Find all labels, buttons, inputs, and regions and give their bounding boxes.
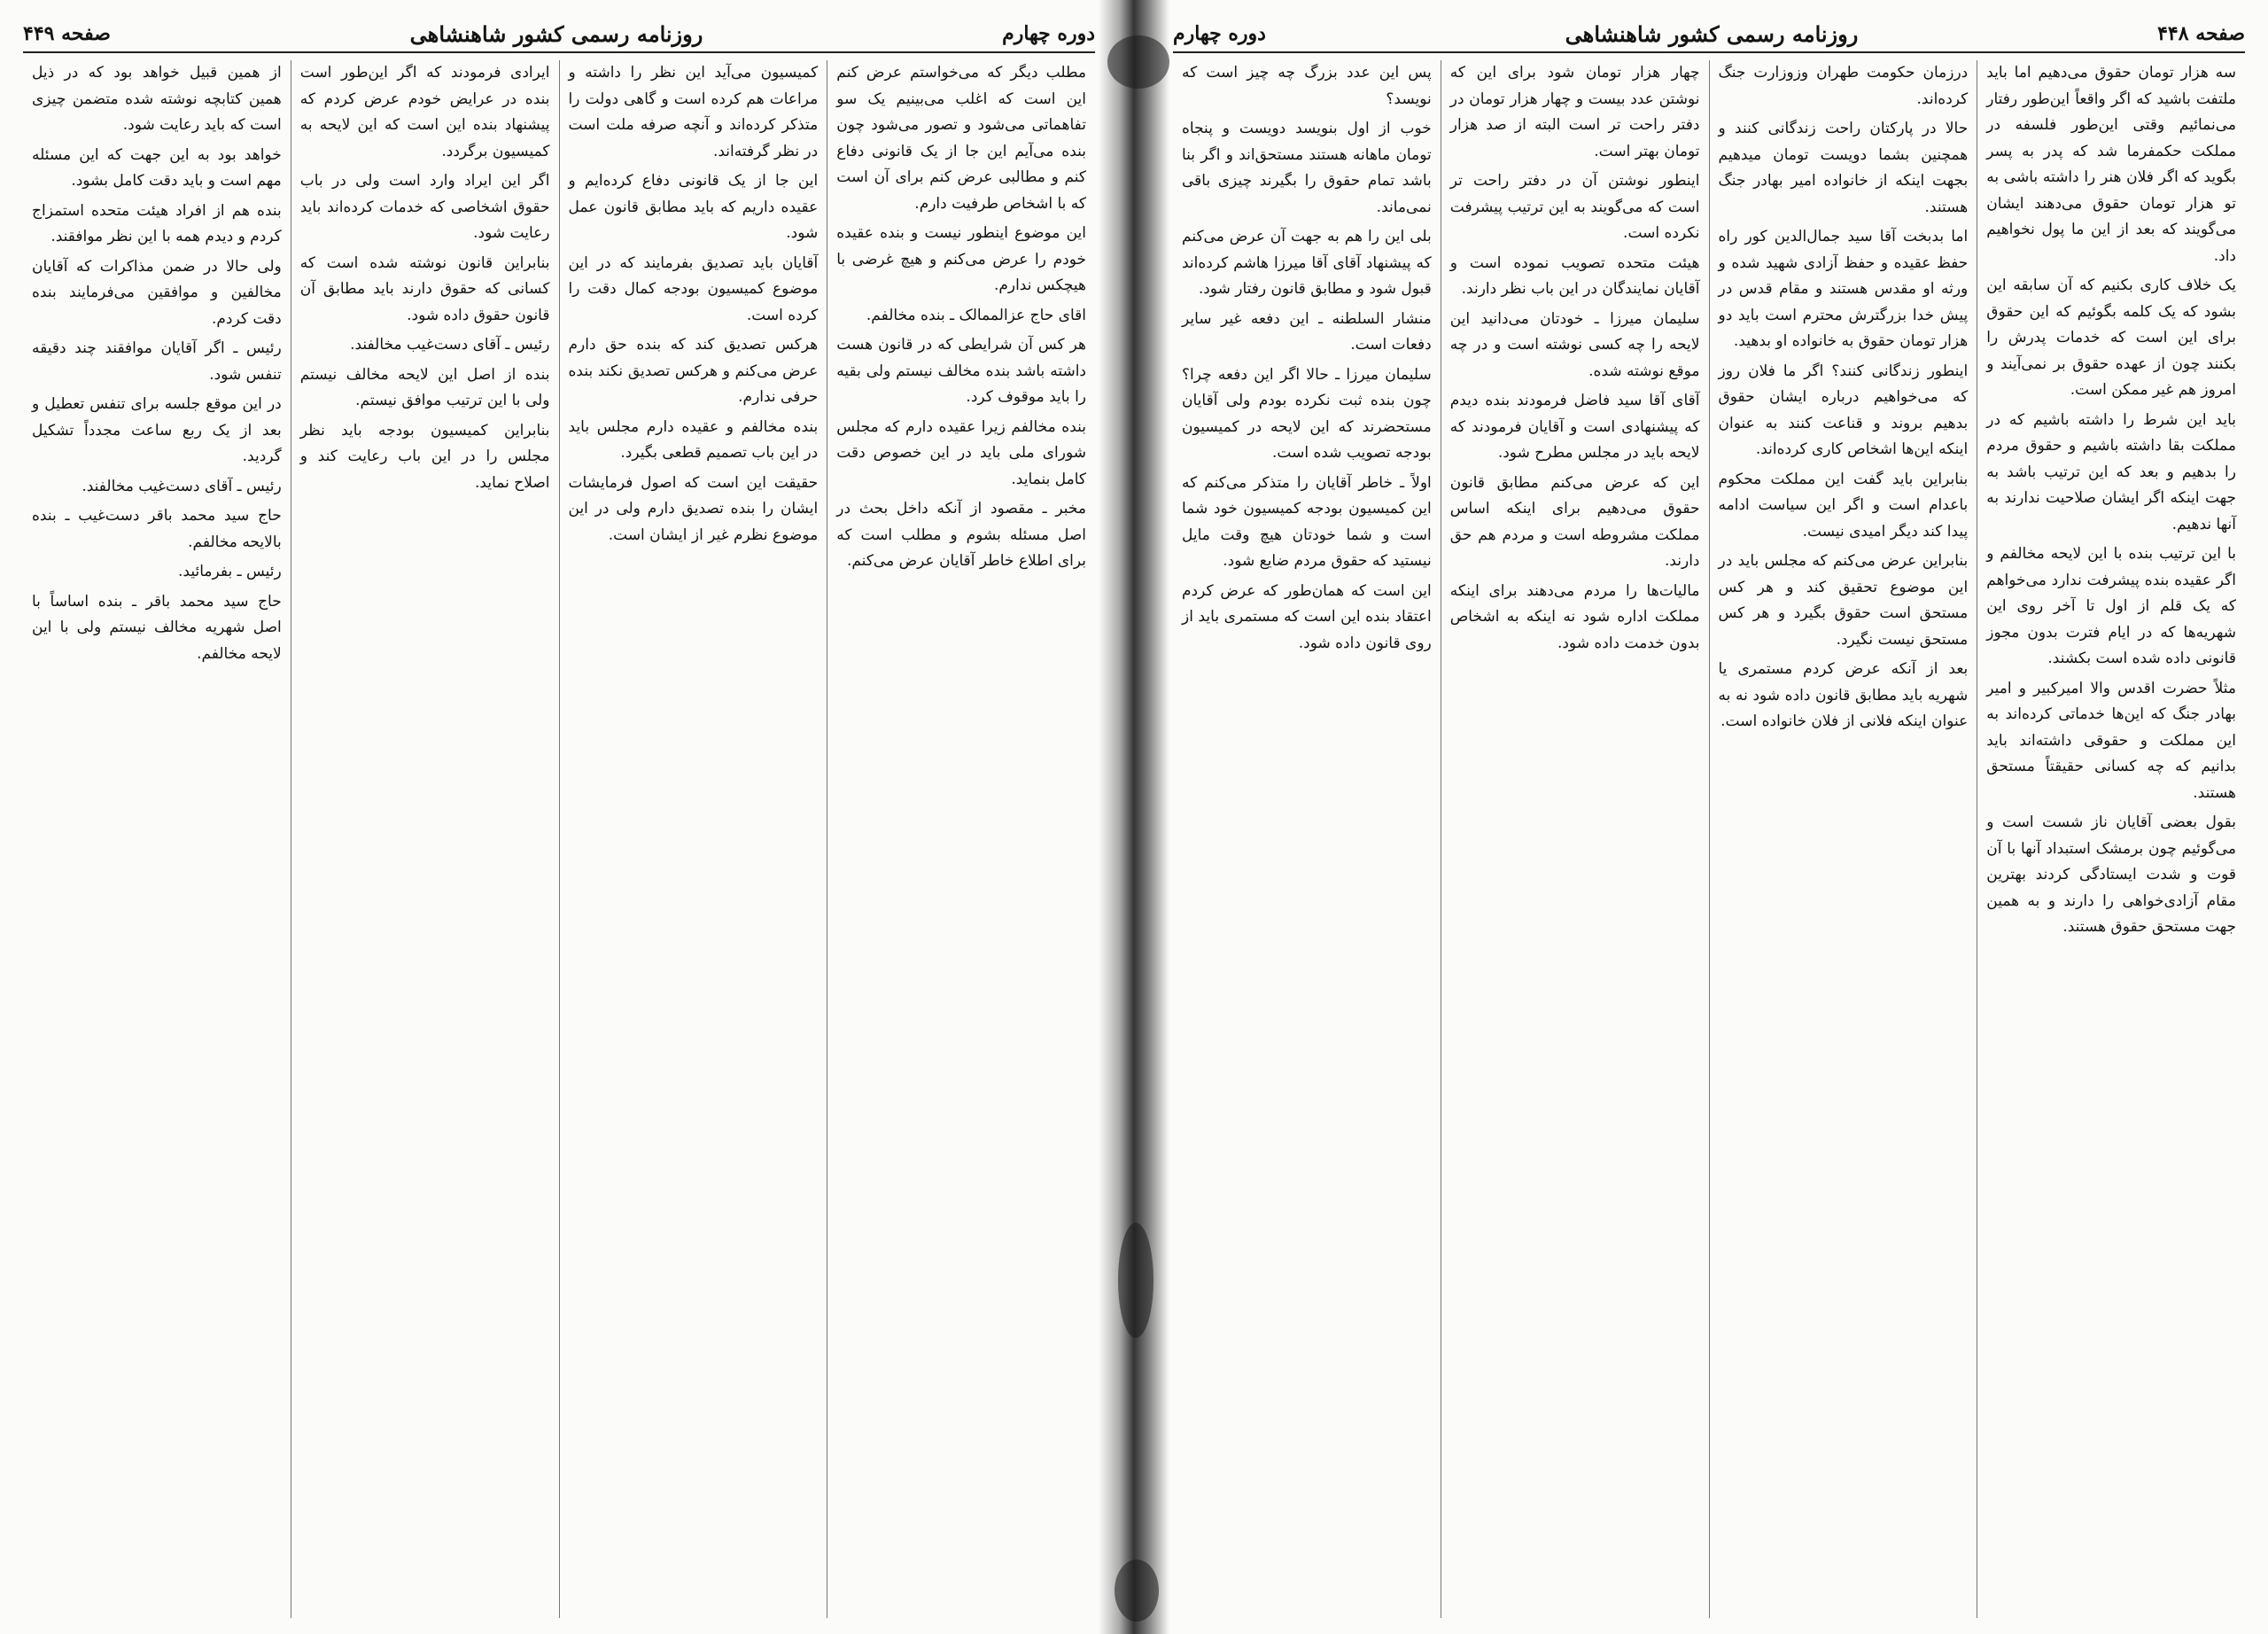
ink-blot [1107, 35, 1169, 89]
paragraph: اینطور نوشتن آن در دفتر راحت تر است که می‌گویند به این ترتیب پیشرفت نکرده است. [1449, 172, 1700, 242]
text-columns [1173, 60, 2245, 1618]
paragraph: حاج سید محمد باقر ـ بنده اساساً با اصل شهریه مخالف نیستم ولی با این لایحه مخالفم. [32, 592, 282, 663]
paragraph: بنده هم از افراد هیئت متحده استمزاج کردم و دیدم همه با این نظر موافقند. [32, 201, 282, 245]
text-column [1977, 60, 2245, 1618]
paragraph: اگر این ایراد وارد است ولی در باب حقوق اشخاصی که خدمات کرده‌اند باید رعایت شود. [299, 172, 550, 242]
paragraph: کمیسیون می‌آید این نظر را داشته و مراعات هم کرده است و گاهی دولت را متذکر کرده‌اند و آنچه صرفه ملت است در نظر گرفته‌اند. [568, 64, 819, 160]
paragraph: رئیس ـ بفرمائید. [178, 563, 282, 580]
paragraph: بنابراین کمیسیون بودجه باید نظر مجلس را در این باب رعایت کند و اصلاح نماید. [299, 421, 550, 492]
newspaper-title: روزنامه رسمی کشور شاهنشاهی [409, 20, 703, 47]
paragraph: اینطور زندگانی کنند؟ اگر ما فلان روز که می‌خواهیم درباره ایشان حقوق بدهیم بروند و قناعت کنند به عنوان اینکه این‌ها اشخاص کاری کرده‌اند. [1718, 362, 1969, 458]
paragraph: آقای آقا سید فاضل فرمودند بنده دیدم که پیشنهادی است و آقایان فرمودند که لایحه باید در مجلس مطرح شود. [1449, 392, 1700, 462]
paragraph: منشار السلطنه ـ این دفعه غیر سایر دفعات است. [1182, 309, 1432, 354]
paragraph: ایرادی فرمودند که اگر این‌طور است بنده در عرایض خودم عرض کردم که پیشنهاد بنده این است که این لایحه به کمیسیون برگردد. [299, 64, 550, 160]
paragraph: اقای حاج عزالممالک ـ بنده مخالفم. [866, 306, 1086, 324]
paragraph: در این موقع جلسه برای تنفس تعطیل و بعد از یک ربع ساعت مجدداً تشکیل گردید. [32, 395, 282, 465]
paragraph: بعد از آنکه عرض کردم مستمری یا شهریه باید مطابق قانون داده شود نه به عنوان اینکه فلانی از فلان خانواده است. [1718, 660, 1969, 730]
ink-blot [1115, 1560, 1159, 1622]
paragraph: بقول بعضی آقایان ناز شست است و می‌گوئیم چون برمشک استبداد آنها با آن قوت و شدت ایستادگی کردند بهترین مقام آزادی‌خواهی را دارند و به همین جهت مستحق حقوق هستند. [1986, 813, 2236, 936]
paragraph: مالیات‌ها را مردم می‌دهند برای اینکه مملکت اداره شود نه اینکه به اشخاص بدون خدمت داده شود. [1449, 581, 1700, 652]
newspaper-title: روزنامه رسمی کشور شاهنشاهی [1565, 20, 1859, 47]
paragraph: بلی این را هم به جهت آن عرض می‌کنم که پیشنهاد آقای آقا میرزا هاشم کرده‌اند قبول شود و مطابق قانون رفتار شود. [1182, 228, 1432, 298]
paragraph: بنابراین عرض می‌کنم که مجلس باید در این موضوع تحقیق کند و هر کس مستحق است حقوق بگیرد و هر کس مستحق نیست نگیرد. [1718, 552, 1969, 649]
ink-blot [1118, 1223, 1153, 1338]
paragraph: بنده مخالفم و عقیده دارم مجلس باید در این باب تصمیم قطعی بگیرد. [568, 417, 819, 462]
paragraph: این که عرض می‌کنم مطابق قانون حقوق می‌دهیم برای اینکه اساس مملکت مشروطه است و مردم هم حق دارند. [1449, 473, 1700, 570]
paragraph: مخبر ـ مقصود از آنکه داخل بحث در اصل مسئله بشوم و مطلب است که برای اطلاع خاطر آقایان عرض می‌کنم. [836, 500, 1086, 570]
paragraph: باید این شرط را داشته باشیم که در مملکت بقا داشته باشیم و حقوق مردم را بدهیم و بعد که این ترتیب باشد به جهت اینکه اگر ایشان صلاحیت ندارند به آنها ندهیم. [1986, 410, 2236, 533]
paragraph: رئیس ـ اگر آقایان موافقند چند دقیقه تنفس شود. [32, 339, 282, 384]
paragraph: اولاً ـ خاطر آقایان را متذکر می‌کنم که این کمیسیون بودجه کمیسیون خود شما است و شما خودتان هیچ وقت مایل نیستید که حقوق مردم ضایع شود. [1182, 473, 1432, 570]
text-column [1709, 60, 1977, 1618]
paragraph: از همین قبیل خواهد بود که در ذیل همین کتابچه نوشته شده متضمن چیزی است که باید رعایت شود. [32, 64, 282, 134]
paragraph: چهار هزار تومان شود برای این که نوشتن عدد بیست و چهار هزار تومان در دفتر راحت تر است البته از صد هزار تومان بهتر است. [1449, 64, 1700, 160]
paragraph: این جا از یک قانونی دفاع کرده‌ایم و عقیده داریم که باید مطابق قانون عمل شود. [568, 172, 819, 242]
paragraph: هر کس آن شرایطی که در قانون هست داشته باشد بنده مخالف نیستم ولی بقیه را باید موقوف کرد. [836, 336, 1086, 406]
paragraph: بنابراین قانون نوشته شده است که کسانی که حقوق دارند باید مطابق آن قانون حقوق داده شود. [299, 253, 550, 324]
paragraph: این است که همان‌طور که عرض کردم اعتقاد بنده این است که مستمری باید از روی قانون داده شود. [1182, 581, 1432, 652]
paragraph: این موضوع اینطور نیست و بنده عقیده خودم را عرض می‌کنم و هیچ غرضی با هیچکس ندارم. [836, 224, 1086, 294]
paragraph: ولی حالا در ضمن مذاکرات که آقایان مخالفین و موافقین می‌فرمایند بنده دقت کردم. [32, 257, 282, 328]
page-number: صفحه ۴۴۸ [2157, 22, 2245, 45]
paragraph: حالا در پارکتان راحت زندگانی کنند و همچنین بشما دویست تومان میدهیم بجهت اینکه از خانواده امیر بهادر جنگ هستند. [1718, 120, 1969, 216]
paragraph: خوب از اول بنویسد دویست و پنجاه تومان ماهانه هستند مستحق‌اند و اگر بنا باشد تمام حقوق را بگیرند چیزی باقی نمی‌ماند. [1182, 120, 1432, 216]
text-column [827, 60, 1095, 1618]
paragraph: حاج سید محمد باقر دست‌غیب ـ بنده بالایحه مخالفم. [32, 507, 282, 551]
paragraph: اما بدبخت آقا سید جمال‌الدین کور راه حفظ عقیده و حفظ آزادی شهید شده و ورثه او مقدس هستند و مقام قدس در پیش خدا بزرگترش محترم است باید دو هزار تومان حقوق به خانواده او بدهید. [1718, 228, 1969, 350]
text-column [559, 60, 827, 1618]
paragraph: بنده مخالفم زیرا عقیده دارم که مجلس شورای ملی باید در این خصوص دقت کامل بنماید. [836, 417, 1086, 488]
paragraph: آقایان باید تصدیق بفرمایند که در این موضوع کمیسیون بودجه کمال دقت را کرده است. [568, 253, 819, 324]
paragraph: درزمان حکومت طهران وزوزارت جنگ کرده‌اند. [1718, 64, 1969, 108]
paragraph: حقیقت این است که اصول فرمایشات ایشان را بنده تصدیق دارم ولی در این موضوع نظرم غیر از ایشان است. [568, 473, 819, 544]
paragraph: سلیمان میرزا ـ حالا اگر این دفعه چرا؟ چون بنده ثبت نکرده بودم ولی آقایان مستحضرند که این لایحه در کمیسیون بودجه تصویب شده است. [1182, 365, 1432, 462]
period-label: دوره چهارم [1002, 22, 1095, 45]
text-column [1173, 60, 1441, 1618]
paragraph: هرکس تصدیق کند که بنده حق دارم عرض می‌کنم و هرکس تصدیق نکند بنده حرفی ندارم. [568, 336, 819, 406]
paragraph: سه هزار تومان حقوق می‌دهیم اما باید ملتفت باشید که اگر واقعاً این‌طور رفتار می‌نمائیم وقتی این‌طور فلسفه در مملکت حکمفرما شد که پدر به پسر بگوید که اگر فلان هنر را داشته باشی به تو هزار تومان حقوق می‌دهند ایشان می‌گویند که بعد از این ما پول نخواهیم داد. [1986, 64, 2236, 265]
page-header [1173, 16, 2245, 53]
paragraph: بنابراین باید گفت این مملکت محکوم باعدام است و اگر این سیاست ادامه پیدا کند دیگر امیدی نیست. [1718, 470, 1969, 541]
paragraph: بنده از اصل این لایحه مخالف نیستم ولی با این ترتیب موافق نیستم. [299, 365, 550, 409]
text-column [1441, 60, 1709, 1618]
text-column [23, 60, 291, 1618]
paragraph: رئیس ـ آقای دست‌غیب مخالفند. [350, 336, 550, 354]
paragraph: مثلاً حضرت اقدس والا امیرکبیر و امیر بهادر جنگ که این‌ها خدماتی کرده‌اند به این مملکت و حقوقی داشته‌اند باید بدانیم که چه کسانی حقیقتاً مستحق هستند. [1986, 679, 2236, 802]
binding-gutter [1099, 0, 1169, 1634]
paragraph: مطلب دیگر که می‌خواستم عرض کنم این است که اغلب می‌بینیم یک سو تفاهماتی می‌شود و تصور می‌شود چون بنده می‌آیم این جا از یک قانونی دفاع کنم و مطالبی عرض کنم برای آن است که با اشخاص طرفیت دارم. [836, 64, 1086, 213]
paragraph: خواهد بود به این جهت که این مسئله مهم است و باید دقت کامل بشود. [32, 145, 282, 190]
paragraph: هیئت متحده تصویب نموده است و آقایان نمایندگان در این باب نظر دارند. [1449, 253, 1700, 298]
paragraph: یک خلاف کاری بکنیم که آن سابقه این بشود که یک کلمه بگوئیم که این حقوق برای این است که خدمات پدرش را بکنند چون از عهده حقوق بر نمی‌آیند و امروز هم غیر ممکن است. [1986, 276, 2236, 399]
page-448 [1150, 0, 2268, 1634]
paragraph: رئیس ـ آقای دست‌غیب مخالفند. [82, 477, 282, 495]
text-columns [23, 60, 1095, 1618]
paragraph: با این ترتیب بنده با این لایحه مخالفم و اگر عقیده بنده پیشرفت ندارد می‌خواهم که یک قلم از اول تا آخر روی این شهریه‌ها که در ایام فترت بدون مجوز قانونی داده شده است بکشند. [1986, 545, 2236, 667]
paragraph: سلیمان میرزا ـ خودتان می‌دانید این لایحه را چه کسی نوشته است و در چه موقع نوشته شده. [1449, 309, 1700, 380]
text-column [291, 60, 559, 1618]
paragraph: پس این عدد بزرگ چه چیز است که نویسد؟ [1182, 64, 1432, 108]
page-number: صفحه ۴۴۹ [23, 22, 111, 45]
page-449 [0, 0, 1118, 1634]
page-header [23, 16, 1095, 53]
period-label: دوره چهارم [1173, 22, 1266, 45]
